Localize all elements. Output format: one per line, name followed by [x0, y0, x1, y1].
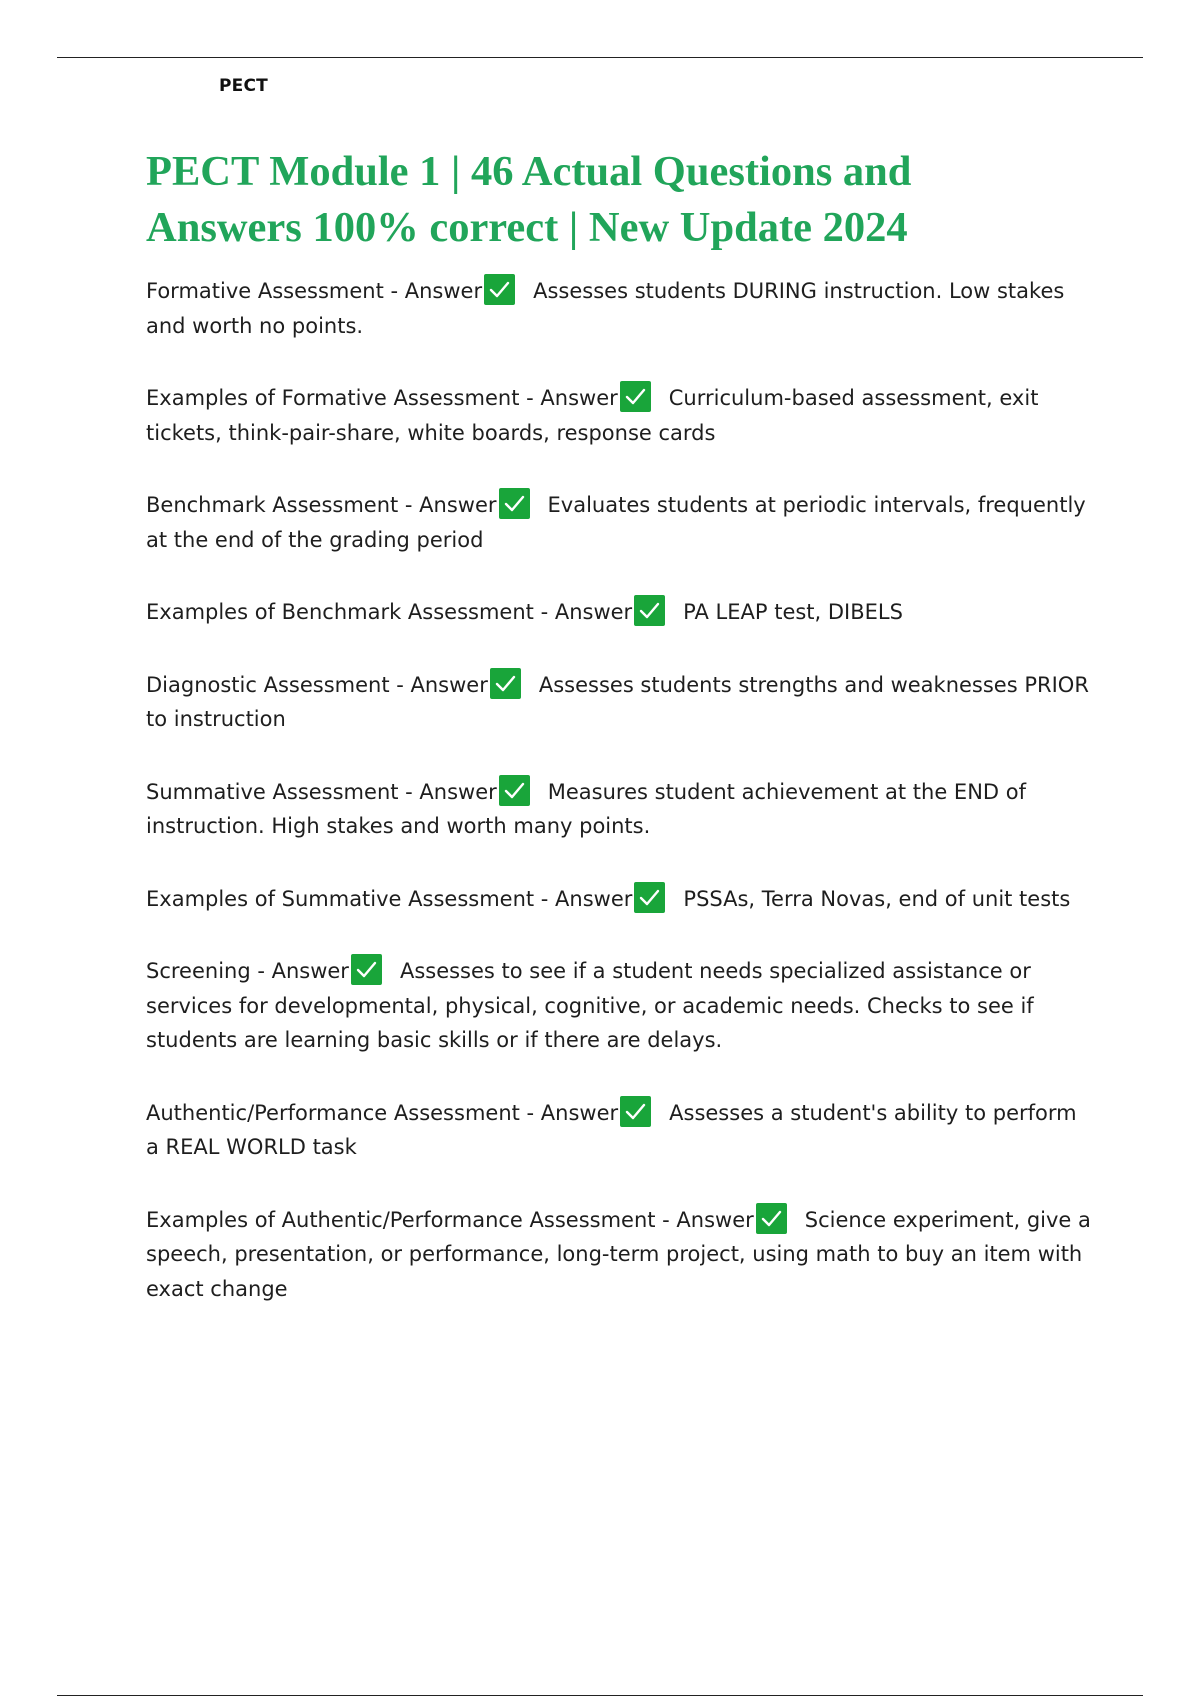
qa-answer: Assesses students strengths and weaknesses PRIOR to instruction [146, 672, 1089, 731]
qa-item-summative-examples [146, 882, 1092, 917]
qa-term: Examples of Summative Assessment - Answer [146, 886, 633, 911]
check-mark-icon [490, 668, 521, 699]
check-mark-icon [634, 882, 665, 913]
check-mark-icon [620, 381, 651, 412]
check-mark-icon [756, 1203, 787, 1234]
qa-term: Diagnostic Assessment - Answer [146, 672, 488, 697]
qa-term: Examples of Benchmark Assessment - Answer [146, 600, 633, 624]
check-mark-icon [351, 954, 382, 985]
qa-term: Formative Assessment - Answer [146, 279, 483, 303]
qa-answer: Assesses a student's ability to perform a REAL WORLD task [146, 1100, 1077, 1159]
qa-answer: Curriculum-based assessment, exit tickets, think-pair-share, white boards, response cards [146, 386, 1039, 445]
document-title: PECT Module 1 | 46 Actual Questions and Answers 100% correct | New Update 2024 [146, 148, 912, 251]
qa-item-diagnostic [146, 668, 1092, 737]
qa-term: Examples of Authentic/Performance Assessment - Answer [146, 1207, 754, 1232]
qa-term: Authentic/Performance Assessment - Answer [146, 1100, 619, 1125]
bottom-rule [57, 1695, 1143, 1696]
qa-term: Benchmark Assessment - Answer [146, 493, 497, 517]
qa-item-authentic-examples [146, 1203, 1092, 1307]
running-header: PECT [219, 76, 268, 96]
qa-list [146, 274, 1092, 1344]
qa-answer: Assesses students DURING instruction. Low stakes and worth no points. [146, 279, 1065, 338]
qa-answer: PSSAs, Terra Novas, end of unit tests [683, 886, 1071, 911]
check-mark-icon [499, 775, 530, 806]
qa-item-formative-examples [146, 381, 1092, 450]
qa-item-formative [146, 274, 1092, 343]
check-mark-icon [499, 488, 530, 519]
check-mark-icon [634, 595, 665, 626]
qa-term: Screening - Answer [146, 959, 349, 983]
qa-term: Summative Assessment - Answer [146, 779, 497, 804]
qa-answer: Evaluates students at periodic intervals, frequently at the end of the grading period [146, 493, 1086, 552]
top-rule [57, 57, 1143, 58]
qa-answer: Science experiment, give a speech, presentation, or performance, long-term project, using math to buy an item with exact change [146, 1207, 1091, 1301]
qa-term: Examples of Formative Assessment - Answer [146, 386, 618, 410]
qa-item-benchmark [146, 488, 1092, 557]
check-mark-icon [484, 274, 515, 305]
qa-item-screening [146, 954, 1092, 1058]
check-mark-icon [620, 1096, 651, 1127]
qa-item-benchmark-examples [146, 595, 1092, 630]
qa-answer: Measures student achievement at the END of instruction. High stakes and worth many points. [146, 779, 1026, 838]
qa-item-authentic [146, 1096, 1092, 1165]
qa-answer: Assesses to see if a student needs specialized assistance or services for developmental, physical, cognitive, or academic needs. Checks to see if students are learning basic skills or if there are delays. [146, 959, 1034, 1052]
qa-answer: PA LEAP test, DIBELS [683, 600, 903, 624]
qa-item-summative [146, 775, 1092, 844]
